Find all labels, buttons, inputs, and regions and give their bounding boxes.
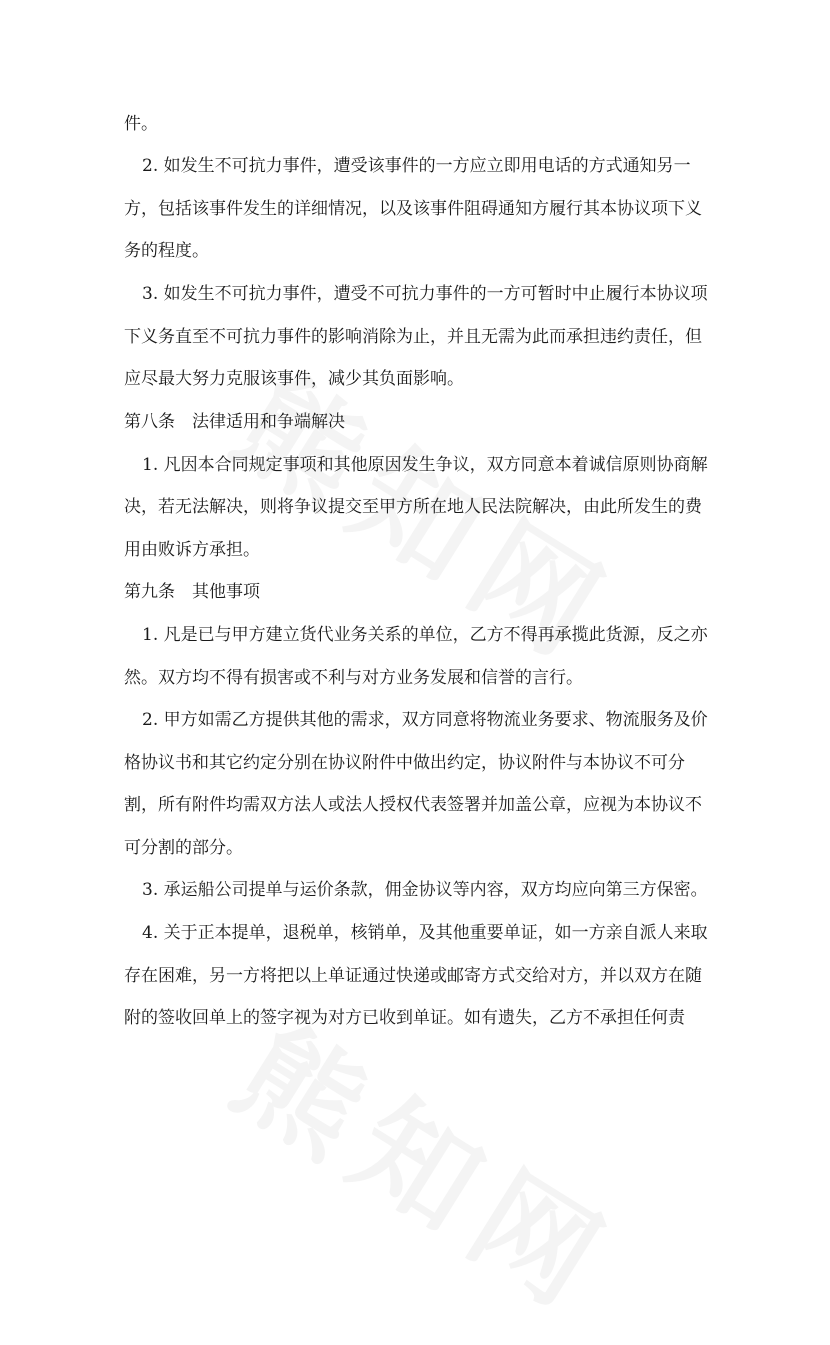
article-9-heading: 第九条 其他事项 [124, 582, 260, 602]
clause-7-2-line-1: 2. 如发生不可抗力事件，遭受该事件的一方应立即用电话的方式通知另一 [142, 156, 691, 176]
clause-8-1-line-3: 用由败诉方承担。 [124, 540, 260, 560]
clause-9-1-line-2: 然。双方均不得有损害或不利与对方业务发展和信誉的言行。 [124, 668, 583, 688]
clause-9-3-line-1: 3. 承运船公司提单与运价条款，佣金协议等内容，双方均应向第三方保密。 [142, 880, 708, 900]
clause-9-2-line-3: 割，所有附件均需双方法人或法人授权代表签署并加盖公章，应视为本协议不 [124, 795, 702, 815]
watermark-bottom [209, 980, 651, 1345]
clause-7-3-line-1: 3. 如发生不可抗力事件，遭受不可抗力事件的一方可暂时中止履行本协议项 [142, 284, 708, 304]
clause-7-3-line-2: 下义务直至不可抗力事件的影响消除为止，并且无需为此而承担违约责任，但 [124, 327, 702, 347]
clause-9-4-line-2: 存在困难，另一方将把以上单证通过快递或邮寄方式交给对方，并以双方在随 [124, 966, 702, 986]
clause-8-1-line-1: 1. 凡因本合同规定事项和其他原因发生争议，双方同意本着诚信原则协商解 [142, 455, 708, 475]
paragraph-line: 件。 [124, 114, 158, 134]
clause-9-4-line-1: 4. 关于正本提单，退税单，核销单，及其他重要单证，如一方亲自派人来取 [142, 923, 708, 943]
clause-7-3-line-3: 应尽最大努力克服该事件，减少其负面影响。 [124, 369, 464, 389]
clause-9-4-line-3: 附的签收回单上的签字视为对方已收到单证。如有遗失，乙方不承担任何责 [124, 1008, 685, 1028]
clause-7-2-line-3: 务的程度。 [124, 241, 209, 261]
clause-9-1-line-1: 1. 凡是已与甲方建立货代业务关系的单位，乙方不得再承揽此货源，反之亦 [142, 625, 708, 645]
clause-9-2-line-4: 可分割的部分。 [124, 838, 243, 858]
clause-9-2-line-2: 格协议书和其它约定分别在协议附件中做出约定，协议附件与本协议不可分 [124, 753, 685, 773]
clause-9-2-line-1: 2. 甲方如需乙方提供其他的需求，双方同意将物流业务要求、物流服务及价 [142, 710, 708, 730]
article-8-heading: 第八条 法律适用和争端解决 [124, 412, 345, 432]
clause-8-1-line-2: 决，若无法解决，则将争议提交至甲方所在地人民法院解决，由此所发生的费 [124, 497, 702, 517]
clause-7-2-line-2: 方，包括该事件发生的详细情况，以及该事件阻碍通知方履行其本协议项下义 [124, 199, 702, 219]
